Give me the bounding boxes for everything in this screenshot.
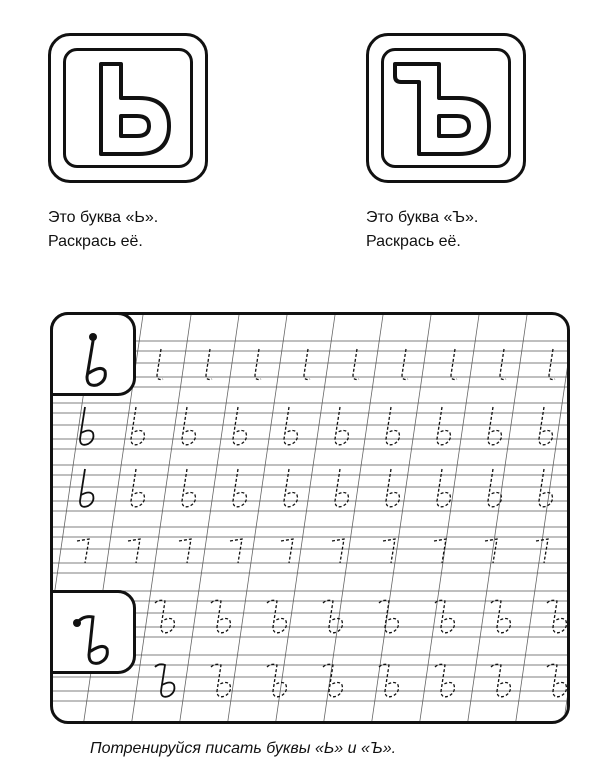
practice-letter-stroke bbox=[402, 349, 408, 380]
practice-letter-stroke bbox=[230, 539, 242, 563]
practice-letter-stroke bbox=[157, 349, 163, 380]
letter-card-hard-sign bbox=[366, 33, 526, 183]
practice-letter-stroke bbox=[332, 539, 344, 563]
practice-letter-stroke bbox=[491, 600, 510, 632]
practice-letter-stroke bbox=[155, 600, 174, 632]
practice-letter bbox=[155, 664, 174, 696]
practice-letter bbox=[485, 539, 497, 563]
practice-letter bbox=[304, 349, 310, 380]
practice-letter-stroke bbox=[323, 664, 342, 696]
practice-letter-stroke bbox=[323, 600, 342, 632]
practice-letter-stroke bbox=[211, 600, 230, 632]
practice-letter bbox=[491, 664, 510, 696]
practice-letter-stroke bbox=[211, 664, 230, 696]
practice-letter bbox=[435, 600, 454, 632]
practice-letter bbox=[332, 539, 344, 563]
slant-guide-line bbox=[515, 315, 570, 724]
practice-letter bbox=[206, 349, 212, 380]
sample-tab-hard-sign bbox=[50, 590, 136, 674]
slant-guide-line bbox=[179, 315, 239, 724]
practice-letter-stroke bbox=[547, 664, 566, 696]
practice-letter-stroke bbox=[549, 349, 555, 380]
instruction-text: Потренируйся писать буквы «Ь» и «Ъ». bbox=[90, 740, 397, 757]
practice-letter bbox=[230, 539, 242, 563]
slant-guide-line bbox=[131, 315, 191, 724]
practice-letter-stroke bbox=[379, 664, 398, 696]
caption-soft-sign bbox=[48, 206, 158, 254]
practice-letter-stroke bbox=[255, 349, 261, 380]
practice-letter-stroke bbox=[435, 664, 454, 696]
slant-guide-line bbox=[371, 315, 431, 724]
practice-letter-stroke bbox=[128, 539, 140, 563]
practice-letter bbox=[547, 600, 566, 632]
hard-sign-outline-letter bbox=[369, 36, 529, 186]
practice-letter bbox=[323, 600, 342, 632]
practice-letter bbox=[128, 539, 140, 563]
practice-letter bbox=[402, 349, 408, 380]
letter-card-soft-sign bbox=[48, 33, 208, 183]
practice-letter bbox=[157, 349, 163, 380]
sample-tab-soft-sign bbox=[50, 312, 136, 396]
practice-letter-stroke bbox=[77, 539, 89, 563]
practice-letter bbox=[281, 539, 293, 563]
practice-letter-stroke bbox=[434, 539, 446, 563]
slant-guide-line bbox=[563, 315, 570, 724]
practice-letter bbox=[379, 664, 398, 696]
practice-letter bbox=[383, 539, 395, 563]
slant-guide-line bbox=[275, 315, 335, 724]
practice-letter-stroke bbox=[451, 349, 457, 380]
practice-letter bbox=[323, 664, 342, 696]
caption-line: Это буква «Ъ». bbox=[366, 209, 479, 226]
practice-letter bbox=[211, 600, 230, 632]
practice-letter bbox=[155, 600, 174, 632]
practice-letter-stroke bbox=[435, 600, 454, 632]
practice-letter-stroke bbox=[383, 539, 395, 563]
practice-letter-stroke bbox=[500, 349, 506, 380]
practice-letter bbox=[255, 349, 261, 380]
practice-letter-stroke bbox=[179, 539, 191, 563]
caption-line: Раскрась её. bbox=[48, 233, 143, 250]
cursive-hard-sign-sample bbox=[53, 593, 139, 677]
practice-letter bbox=[549, 349, 555, 380]
slant-guide-line bbox=[227, 315, 287, 724]
practice-letter bbox=[179, 539, 191, 563]
practice-letter bbox=[491, 600, 510, 632]
practice-letter-stroke bbox=[304, 349, 310, 380]
practice-letter bbox=[435, 664, 454, 696]
practice-letter-stroke bbox=[547, 600, 566, 632]
practice-letter-stroke bbox=[206, 349, 212, 380]
practice-letter bbox=[77, 539, 89, 563]
soft-sign-outline-letter bbox=[51, 36, 211, 186]
practice-letter bbox=[451, 349, 457, 380]
practice-letter bbox=[434, 539, 446, 563]
practice-letter bbox=[547, 664, 566, 696]
slant-guide-line bbox=[467, 315, 527, 724]
practice-letter-stroke bbox=[485, 539, 497, 563]
practice-letter bbox=[500, 349, 506, 380]
practice-letter-stroke bbox=[353, 349, 359, 380]
cursive-soft-sign-sample bbox=[53, 315, 139, 399]
practice-letter bbox=[353, 349, 359, 380]
practice-letter-stroke bbox=[491, 664, 510, 696]
caption-line: Это буква «Ь». bbox=[48, 209, 159, 226]
practice-letter-stroke bbox=[155, 664, 174, 696]
caption-hard-sign bbox=[366, 206, 478, 254]
caption-line: Раскрась её. bbox=[366, 233, 461, 250]
practice-letter-stroke bbox=[281, 539, 293, 563]
practice-letter-stroke bbox=[267, 600, 286, 632]
slant-guide-line bbox=[419, 315, 479, 724]
practice-letter bbox=[211, 664, 230, 696]
practice-letter bbox=[267, 600, 286, 632]
